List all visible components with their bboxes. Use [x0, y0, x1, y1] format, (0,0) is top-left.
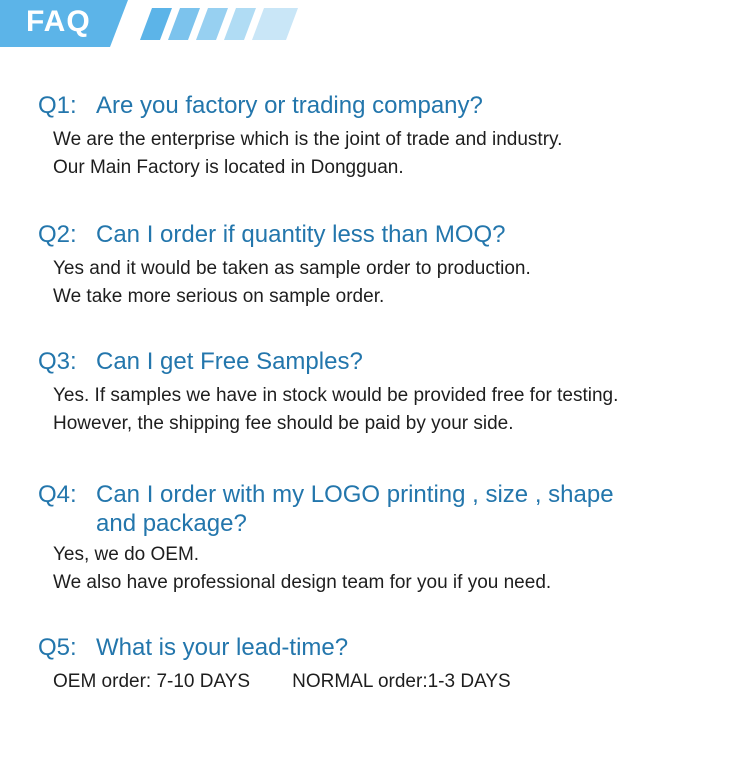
question-5	[38, 633, 656, 662]
answer-line: We are the enterprise which is the joint of trade and industry.	[53, 129, 563, 150]
oem-lead-time: OEM order: 7-10 DAYS	[53, 671, 251, 692]
question-text: What is your lead-time?	[96, 634, 349, 661]
answer-line: Yes, we do OEM.	[53, 544, 200, 565]
answer-5	[53, 668, 511, 696]
answer-4	[53, 541, 551, 597]
answer-line: We also have professional design team for you if you need.	[53, 572, 552, 593]
banner-title: FAQ	[26, 5, 91, 38]
answer-1	[53, 126, 562, 182]
answer-line: Yes and it would be taken as sample order to production.	[53, 258, 531, 279]
question-number: Q1:	[38, 92, 77, 119]
answer-3	[53, 382, 618, 438]
question-text: Can I order with my LOGO printing , size , shape and package?	[96, 481, 614, 537]
question-1	[38, 91, 656, 120]
question-text: Can I get Free Samples?	[96, 348, 363, 375]
answer-line: Yes. If samples we have in stock would be provided free for testing.	[53, 385, 619, 406]
question-2	[38, 220, 656, 249]
answer-line: Our Main Factory is located in Dongguan.	[53, 157, 404, 178]
question-number: Q3:	[38, 348, 77, 375]
normal-lead-time: NORMAL order:1-3 DAYS	[292, 671, 511, 692]
question-number: Q5:	[38, 634, 77, 661]
answer-line: However, the shipping fee should be paid by your side.	[53, 413, 514, 434]
question-number: Q2:	[38, 221, 77, 248]
question-number: Q4:	[38, 481, 77, 508]
answer-2	[53, 255, 531, 311]
answer-line: We take more serious on sample order.	[53, 286, 385, 307]
question-4	[38, 480, 616, 538]
faq-banner	[0, 0, 310, 47]
question-3	[38, 347, 656, 376]
question-text: Are you factory or trading company?	[96, 92, 483, 119]
question-text: Can I order if quantity less than MOQ?	[96, 221, 506, 248]
